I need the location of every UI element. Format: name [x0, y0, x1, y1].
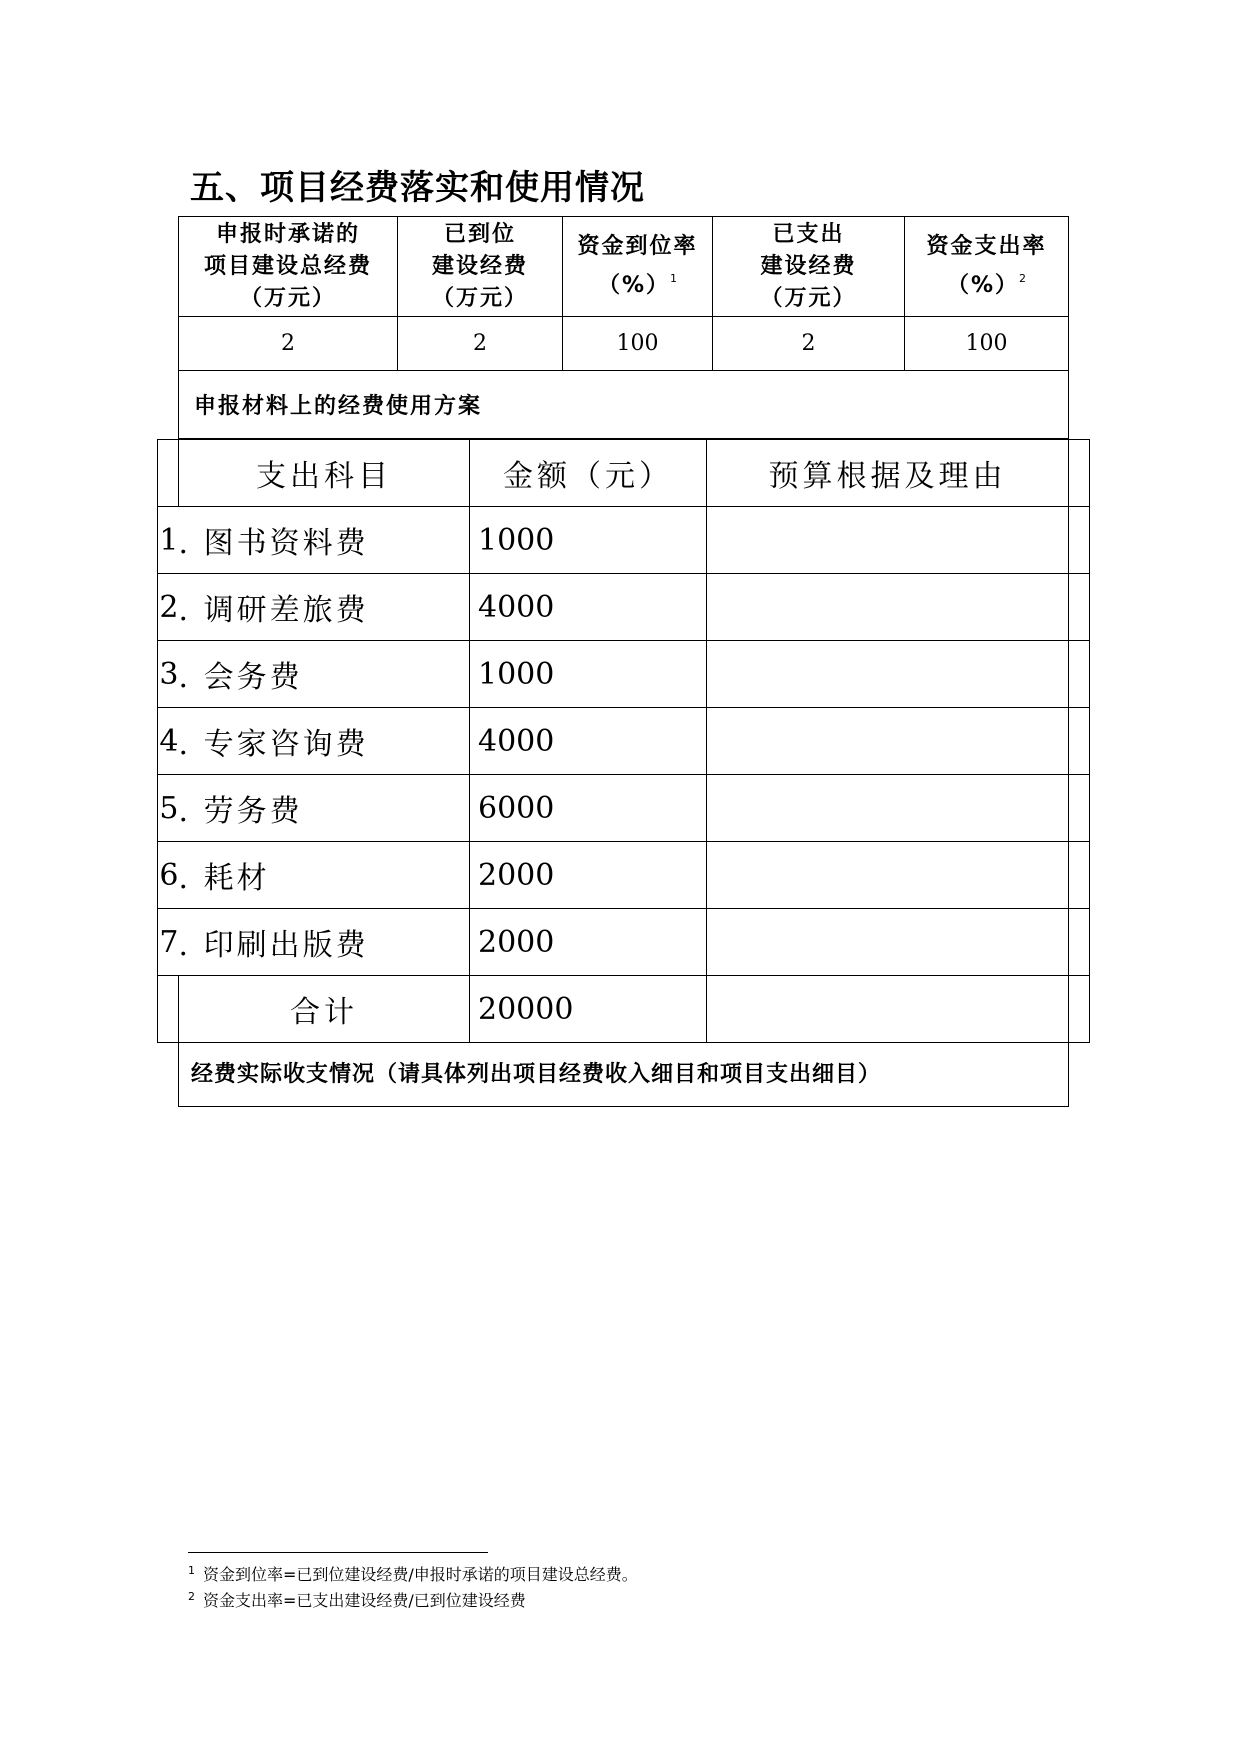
- header-expense-item: 支出科目: [179, 440, 470, 507]
- budget-row: [158, 842, 1090, 909]
- budget-total-row: [158, 976, 1090, 1043]
- row-number: 4: [158, 708, 179, 775]
- total-label: 合计: [179, 976, 470, 1043]
- budget-row: [158, 574, 1090, 641]
- summary-header-row: [179, 217, 1069, 317]
- expense-amount: 2000: [470, 842, 707, 909]
- footnote-ref-2: 2: [1019, 272, 1027, 285]
- budget-row: [158, 775, 1090, 842]
- expense-reason: [707, 507, 1069, 574]
- header-amount: 金额（元）: [470, 440, 707, 507]
- header-spending-rate: 资金支出率 （%）$^2$: [905, 217, 1069, 317]
- budget-edge-cell: [1069, 842, 1090, 909]
- row-number: 2: [158, 574, 179, 641]
- actual-label: 经费实际收支情况（请具体列出项目经费收入细目和项目支出细目）: [179, 1039, 1069, 1107]
- budget-edge-cell: [1069, 440, 1090, 507]
- summary-values-row: [179, 317, 1069, 371]
- budget-edge-cell: [1069, 507, 1090, 574]
- budget-edge-cell: [1069, 708, 1090, 775]
- expense-item: . 耗材: [179, 842, 470, 909]
- expense-amount: 2000: [470, 909, 707, 976]
- expense-amount: 1000: [470, 641, 707, 708]
- footnote-2: $^2$ 资金支出率=已支出建设经费/已到位建设经费: [188, 1590, 526, 1610]
- expense-amount: 1000: [470, 507, 707, 574]
- row-number: 1: [158, 507, 179, 574]
- footnote-ref-1: 1: [670, 272, 678, 285]
- budget-row: [158, 641, 1090, 708]
- budget-edge-cell: [1069, 574, 1090, 641]
- expense-item: . 调研差旅费: [179, 574, 470, 641]
- value-arrival-rate: 100: [563, 317, 713, 371]
- expense-item: . 印刷出版费: [179, 909, 470, 976]
- budget-row: [158, 708, 1090, 775]
- header-arrival-rate: 资金到位率 （%）$^1$: [563, 217, 713, 317]
- budget-edge-cell: [158, 440, 179, 507]
- expense-amount: 6000: [470, 775, 707, 842]
- expense-reason: [707, 708, 1069, 775]
- footnote-divider: [188, 1552, 488, 1553]
- actual-spending-table: [178, 1039, 1069, 1107]
- row-number: 7: [158, 909, 179, 976]
- value-spent-funds: 2: [713, 317, 905, 371]
- budget-header-row: [158, 440, 1090, 507]
- header-spent-funds: 已支出 建设经费 （万元）: [713, 217, 905, 317]
- expense-reason: [707, 909, 1069, 976]
- section-title: 五、项目经费落实和使用情况: [190, 168, 645, 208]
- expense-reason: [707, 641, 1069, 708]
- row-number: 5: [158, 775, 179, 842]
- budget-row: [158, 507, 1090, 574]
- budget-edge-cell: [1069, 909, 1090, 976]
- budget-edge-cell: [1069, 976, 1090, 1043]
- funding-summary-table: [178, 216, 1069, 439]
- footnote-1: $^1$ 资金到位率=已到位建设经费/申报时承诺的项目建设总经费。: [188, 1564, 638, 1584]
- header-reason: 预算根据及理由: [707, 440, 1069, 507]
- expense-reason: [707, 574, 1069, 641]
- value-spending-rate: 100: [905, 317, 1069, 371]
- expense-item: . 会务费: [179, 641, 470, 708]
- row-number: 6: [158, 842, 179, 909]
- budget-row: [158, 909, 1090, 976]
- total-amount: 20000: [470, 976, 707, 1043]
- expense-amount: 4000: [470, 708, 707, 775]
- expense-reason: [707, 775, 1069, 842]
- actual-label-row: [179, 1039, 1069, 1107]
- expense-item: . 图书资料费: [179, 507, 470, 574]
- row-number: 3: [158, 641, 179, 708]
- budget-plan-table: [157, 439, 1090, 1043]
- expense-reason: [707, 842, 1069, 909]
- plan-label: 申报材料上的经费使用方案: [179, 371, 1069, 439]
- expense-item: . 专家咨询费: [179, 708, 470, 775]
- budget-edge-cell: [1069, 641, 1090, 708]
- value-committed-total: 2: [179, 317, 398, 371]
- expense-amount: 4000: [470, 574, 707, 641]
- header-committed-total: 申报时承诺的 项目建设总经费 （万元）: [179, 217, 398, 317]
- budget-edge-cell: [158, 976, 179, 1043]
- plan-label-row: [179, 371, 1069, 439]
- header-received-funds: 已到位 建设经费 （万元）: [398, 217, 563, 317]
- budget-edge-cell: [1069, 775, 1090, 842]
- value-received-funds: 2: [398, 317, 563, 371]
- total-reason: [707, 976, 1069, 1043]
- expense-item: . 劳务费: [179, 775, 470, 842]
